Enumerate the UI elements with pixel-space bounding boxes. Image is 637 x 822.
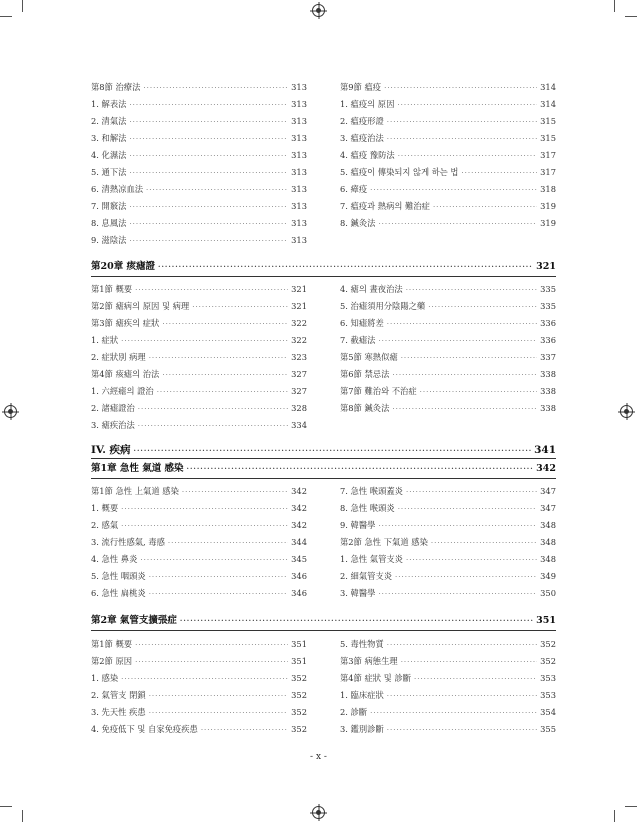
toc-entry-page: 321 [291, 284, 307, 294]
toc-entry [340, 402, 556, 416]
crop-mark [625, 16, 637, 17]
leader-dots [121, 522, 288, 530]
toc-entry [91, 706, 307, 720]
toc-entry-title: 1. 感染 [91, 673, 119, 683]
leader-dots [387, 641, 537, 649]
toc-entry [340, 132, 556, 146]
toc-entry [91, 485, 307, 499]
leader-dots [135, 286, 288, 294]
toc-entry-title: 1. 解表法 [91, 99, 127, 109]
toc-entry [91, 334, 307, 348]
toc-entry [91, 570, 307, 584]
toc-entry-title: 第1節 概要 [91, 639, 133, 649]
leader-dots [143, 84, 288, 92]
toc-entry-title: 8. 息風法 [91, 218, 127, 228]
part-heading [91, 442, 556, 457]
toc-entry-page: 323 [291, 352, 307, 362]
toc-entry [91, 655, 307, 669]
leader-dots [401, 354, 537, 362]
toc-entry-page: 355 [540, 724, 556, 734]
toc-entry [91, 502, 307, 516]
toc-entry [340, 149, 556, 163]
toc-entry-page: 335 [540, 301, 556, 311]
toc-entry [340, 166, 556, 180]
leader-dots [392, 405, 537, 413]
registration-mark-icon [312, 806, 325, 819]
leader-dots [121, 337, 288, 345]
leader-dots [370, 709, 537, 717]
toc-entry-title: 1. 概要 [91, 503, 119, 513]
toc-entry [340, 553, 556, 567]
leader-dots [414, 675, 537, 683]
toc-entry-title: 8. 急性 喉頭炎 [340, 503, 395, 513]
leader-dots [168, 539, 288, 547]
toc-entry-title: 9. 滋陰法 [91, 235, 127, 245]
leader-dots [387, 135, 537, 143]
toc-entry-title: 1. 症狀 [91, 335, 119, 345]
toc-entry-page: 319 [540, 201, 556, 211]
leader-dots [134, 446, 532, 455]
toc-entry-page: 317 [540, 150, 556, 160]
toc-entry [91, 672, 307, 686]
toc-entry-title: 6. 知瘧將差 [340, 318, 384, 328]
crop-mark [0, 16, 12, 17]
toc-entry [340, 502, 556, 516]
chapter-page: 321 [536, 261, 556, 272]
toc-entry [340, 485, 556, 499]
toc-entry [91, 317, 307, 331]
chapter-page: 351 [536, 615, 556, 626]
toc-entry-page: 314 [540, 82, 556, 92]
toc-entry-page: 315 [540, 116, 556, 126]
toc-entry-title: 第7節 難治와 不治症 [340, 386, 417, 396]
registration-mark-icon [620, 405, 633, 418]
toc-entry [340, 115, 556, 129]
part-title: IV. 疾病 [91, 444, 131, 456]
leader-dots [401, 658, 537, 666]
toc-entry-title: 4. 急性 鼻炎 [91, 554, 138, 564]
toc-entry-page: 321 [291, 301, 307, 311]
chapter-heading [91, 460, 556, 475]
chapter-heading [91, 258, 556, 273]
toc-entry-title: 1. 瘟疫의 原因 [340, 99, 395, 109]
toc-entry-title: 3. 鑑別診斷 [340, 724, 384, 734]
toc-entry-title: 8. 鍼灸法 [340, 218, 376, 228]
toc-entry [340, 672, 556, 686]
toc-entry [340, 351, 556, 365]
leader-dots [387, 320, 537, 328]
toc-entry-page: 345 [291, 554, 307, 564]
toc-entry [91, 132, 307, 146]
toc-entry-title: 第5節 寒熱似瘧 [340, 352, 398, 362]
leader-dots [398, 505, 537, 513]
toc-entry-page: 317 [540, 167, 556, 177]
toc-entry-title: 第4節 痎瘧의 治法 [91, 369, 160, 379]
crop-mark [22, 810, 23, 822]
toc-entry-page: 334 [291, 420, 307, 430]
leader-dots [129, 101, 288, 109]
leader-dots [146, 186, 288, 194]
toc-entry-page: 348 [540, 520, 556, 530]
toc-entry-page: 346 [291, 588, 307, 598]
leader-dots [397, 101, 537, 109]
toc-entry [340, 570, 556, 584]
leader-dots [201, 726, 288, 734]
toc-entry-title: 4. 化濕法 [91, 150, 127, 160]
leader-dots [182, 488, 288, 496]
toc-entry-page: 313 [291, 82, 307, 92]
toc-entry-title: 3. 和解法 [91, 133, 127, 143]
toc-entry-title: 2. 症狀別 病理 [91, 352, 146, 362]
toc-entry-page: 347 [540, 503, 556, 513]
leader-dots [149, 590, 288, 598]
leader-dots [420, 388, 538, 396]
toc-entry-title: 1. 急性 氣管支炎 [340, 554, 403, 564]
leader-dots [387, 692, 537, 700]
leader-dots [129, 203, 288, 211]
toc-entry [340, 183, 556, 197]
toc-entry-title: 第8節 治療法 [91, 82, 141, 92]
crop-mark [0, 806, 12, 807]
toc-entry [91, 351, 307, 365]
toc-entry [340, 334, 556, 348]
leader-dots [129, 118, 288, 126]
toc-entry [91, 166, 307, 180]
toc-entry-title: 5. 急性 咽頭炎 [91, 571, 146, 581]
toc-entry-page: 352 [291, 673, 307, 683]
part-page: 341 [534, 444, 556, 456]
leader-dots [129, 237, 288, 245]
leader-dots [370, 186, 537, 194]
toc-entry-page: 319 [540, 218, 556, 228]
toc-entry-page: 337 [540, 352, 556, 362]
chapter-heading [91, 612, 556, 627]
toc-entry-page: 328 [291, 403, 307, 413]
leader-dots [140, 556, 288, 564]
crop-mark [22, 0, 23, 12]
toc-entry [91, 115, 307, 129]
toc-entry-page: 353 [540, 673, 556, 683]
toc-entry-title: 3. 先天性 疾患 [91, 707, 146, 717]
crop-mark [614, 0, 615, 12]
chapter-title: 第20章 痎瘧證 [91, 261, 156, 272]
toc-entry-page: 344 [291, 537, 307, 547]
leader-dots [192, 303, 288, 311]
toc-entry [340, 317, 556, 331]
toc-entry-page: 346 [291, 571, 307, 581]
leader-dots [387, 726, 537, 734]
leader-dots [129, 152, 288, 160]
chapter-title: 第2章 氣管支擴張症 [91, 615, 177, 626]
toc-entry-page: 313 [291, 184, 307, 194]
toc-entry-page: 322 [291, 318, 307, 328]
leader-dots [395, 573, 537, 581]
crop-mark [614, 810, 615, 822]
toc-entry [91, 587, 307, 601]
toc-entry [340, 200, 556, 214]
toc-entry [340, 536, 556, 550]
toc-entry-title: 3. 韓醫學 [340, 588, 376, 598]
toc-entry [340, 283, 556, 297]
leader-dots [129, 169, 288, 177]
leader-dots [461, 169, 537, 177]
toc-entry-title: 9. 韓醫學 [340, 520, 376, 530]
toc-entry-page: 351 [291, 656, 307, 666]
toc-entry-page: 313 [291, 167, 307, 177]
toc-entry-page: 352 [291, 707, 307, 717]
toc-entry-page: 313 [291, 150, 307, 160]
leader-dots [138, 405, 288, 413]
leader-dots [387, 118, 537, 126]
leader-dots [378, 337, 537, 345]
toc-entry-title: 2. 氣管支 閉鎖 [91, 690, 146, 700]
heading-rule [91, 458, 556, 459]
toc-entry-page: 352 [540, 656, 556, 666]
leader-dots [406, 286, 537, 294]
toc-entry-title: 第1節 急性 上氣道 感染 [91, 486, 179, 496]
toc-entry [340, 300, 556, 314]
toc-entry-page: 313 [291, 218, 307, 228]
leader-dots [135, 658, 288, 666]
toc-entry-title: 第9節 瘟疫 [340, 82, 382, 92]
toc-entry-page: 313 [291, 201, 307, 211]
toc-entry-title: 2. 診斷 [340, 707, 368, 717]
toc-entry-page: 338 [540, 403, 556, 413]
toc-entry-page: 353 [540, 690, 556, 700]
toc-entry [91, 300, 307, 314]
toc-entry-title: 4. 免疫低下 및 自家免疫疾患 [91, 724, 198, 734]
toc-entry-title: 第2節 瘧病의 原因 및 病理 [91, 301, 190, 311]
heading-rule [91, 276, 556, 277]
leader-dots [157, 388, 288, 396]
chapter-page: 342 [536, 463, 556, 474]
toc-entry [340, 385, 556, 399]
toc-entry [91, 98, 307, 112]
toc-entry [91, 419, 307, 433]
leader-dots [149, 692, 288, 700]
toc-entry-title: 3. 瘟疫治法 [340, 133, 384, 143]
toc-entry-title: 第2節 急性 下氣道 感染 [340, 537, 428, 547]
toc-entry-page: 352 [291, 690, 307, 700]
toc-entry-page: 349 [540, 571, 556, 581]
toc-entry-title: 7. 截瘧法 [340, 335, 376, 345]
toc-entry-page: 313 [291, 99, 307, 109]
leader-dots [121, 505, 288, 513]
heading-rule [91, 630, 556, 631]
toc-entry-title: 7. 急性 喉頭蓋炎 [340, 486, 403, 496]
toc-entry-page: 336 [540, 335, 556, 345]
leader-dots [129, 220, 288, 228]
leader-dots [378, 220, 537, 228]
toc-entry-title: 6. 瘴疫 [340, 184, 368, 194]
toc-entry-title: 6. 清熱凉血法 [91, 184, 144, 194]
page-number: - x - [310, 752, 327, 762]
toc-entry-title: 7. 瘟疫과 熱病의 難治症 [340, 201, 430, 211]
leader-dots [378, 590, 537, 598]
toc-entry [340, 706, 556, 720]
toc-entry-title: 3. 流行性感氣, 毒感 [91, 537, 165, 547]
toc-entry [91, 368, 307, 382]
toc-entry-page: 336 [540, 318, 556, 328]
leader-dots [392, 371, 537, 379]
toc-entry-page: 342 [291, 503, 307, 513]
toc-entry [340, 217, 556, 231]
toc-entry-title: 7. 開竅法 [91, 201, 127, 211]
toc-entry-page: 313 [291, 116, 307, 126]
leader-dots [180, 616, 533, 625]
leader-dots [149, 573, 288, 581]
leader-dots [158, 262, 533, 271]
toc-entry-page: 327 [291, 386, 307, 396]
toc-entry-title: 6. 急性 扁桃炎 [91, 588, 146, 598]
toc-entry-title: 第2節 原因 [91, 656, 133, 666]
toc-entry [91, 200, 307, 214]
toc-entry-page: 351 [291, 639, 307, 649]
leader-dots [162, 371, 288, 379]
toc-entry-page: 348 [540, 554, 556, 564]
toc-entry-title: 2. 細氣管支炎 [340, 571, 393, 581]
toc-entry [91, 234, 307, 248]
toc-entry-title: 第3節 病態生理 [340, 656, 398, 666]
toc-entry [91, 536, 307, 550]
crop-mark [625, 806, 637, 807]
toc-entry-page: 338 [540, 386, 556, 396]
toc-entry-title: 1. 臨床症狀 [340, 690, 384, 700]
toc-entry [91, 149, 307, 163]
toc-entry-title: 2. 諸瘧證治 [91, 403, 135, 413]
toc-entry [91, 283, 307, 297]
leader-dots [149, 709, 288, 717]
registration-mark-icon [312, 4, 325, 17]
toc-entry [340, 519, 556, 533]
toc-entry-page: 342 [291, 520, 307, 530]
leader-dots [398, 152, 537, 160]
toc-entry-page: 350 [540, 588, 556, 598]
leader-dots [433, 203, 537, 211]
toc-entry-title: 5. 瘟疫이 傳染되지 않게 하는 법 [340, 167, 459, 177]
leader-dots [378, 522, 537, 530]
toc-entry-page: 313 [291, 235, 307, 245]
leader-dots [162, 320, 288, 328]
leader-dots [406, 556, 537, 564]
toc-entry-page: 318 [540, 184, 556, 194]
toc-entry [91, 402, 307, 416]
registration-mark-icon [4, 405, 17, 418]
toc-entry-page: 313 [291, 133, 307, 143]
leader-dots [406, 488, 537, 496]
toc-entry [340, 723, 556, 737]
toc-entry-title: 第6節 禁忌法 [340, 369, 390, 379]
toc-entry-page: 315 [540, 133, 556, 143]
toc-entry [91, 519, 307, 533]
toc-entry-page: 322 [291, 335, 307, 345]
leader-dots [129, 135, 288, 143]
toc-entry [340, 368, 556, 382]
toc-entry-title: 4. 瘧의 晝夜治法 [340, 284, 403, 294]
toc-entry [340, 638, 556, 652]
toc-entry [91, 183, 307, 197]
toc-entry [91, 553, 307, 567]
toc-entry-title: 2. 感氣 [91, 520, 119, 530]
toc-entry-page: 327 [291, 369, 307, 379]
toc-entry-title: 3. 瘧疾治法 [91, 420, 135, 430]
toc-entry-title: 第1節 概要 [91, 284, 133, 294]
leader-dots [431, 539, 537, 547]
toc-entry [340, 587, 556, 601]
toc-entry [340, 81, 556, 95]
toc-entry-page: 335 [540, 284, 556, 294]
toc-entry [340, 689, 556, 703]
toc-entry-title: 2. 瘟疫形證 [340, 116, 384, 126]
toc-entry-title: 4. 瘟疫 豫防法 [340, 150, 395, 160]
leader-dots [149, 354, 288, 362]
toc-entry [91, 81, 307, 95]
toc-entry-title: 5. 通下法 [91, 167, 127, 177]
toc-entry [91, 217, 307, 231]
toc-entry-title: 第4節 症狀 및 診斷 [340, 673, 411, 683]
leader-dots [138, 422, 288, 430]
leader-dots [384, 84, 537, 92]
toc-entry [340, 655, 556, 669]
toc-entry-page: 347 [540, 486, 556, 496]
chapter-title: 第1章 急性 氣道 感染 [91, 463, 184, 474]
toc-entry [91, 689, 307, 703]
toc-entry-title: 1. 六經瘧의 證治 [91, 386, 154, 396]
leader-dots [135, 641, 288, 649]
toc-entry [91, 723, 307, 737]
toc-entry-page: 348 [540, 537, 556, 547]
leader-dots [187, 464, 534, 473]
heading-rule [91, 478, 556, 479]
leader-dots [121, 675, 288, 683]
toc-entry-title: 第8節 鍼灸法 [340, 403, 390, 413]
toc-entry-title: 2. 清氣法 [91, 116, 127, 126]
toc-entry-page: 342 [291, 486, 307, 496]
leader-dots [428, 303, 537, 311]
toc-entry-page: 338 [540, 369, 556, 379]
toc-entry-title: 5. 毒性物質 [340, 639, 384, 649]
toc-entry-title: 第3節 瘧疾의 症狀 [91, 318, 160, 328]
toc-entry [340, 98, 556, 112]
toc-entry-title: 5. 治瘧須用分陰陽之藥 [340, 301, 426, 311]
toc-entry [91, 385, 307, 399]
toc-entry-page: 314 [540, 99, 556, 109]
toc-entry [91, 638, 307, 652]
toc-entry-page: 352 [291, 724, 307, 734]
toc-entry-page: 352 [540, 639, 556, 649]
toc-entry-page: 354 [540, 707, 556, 717]
